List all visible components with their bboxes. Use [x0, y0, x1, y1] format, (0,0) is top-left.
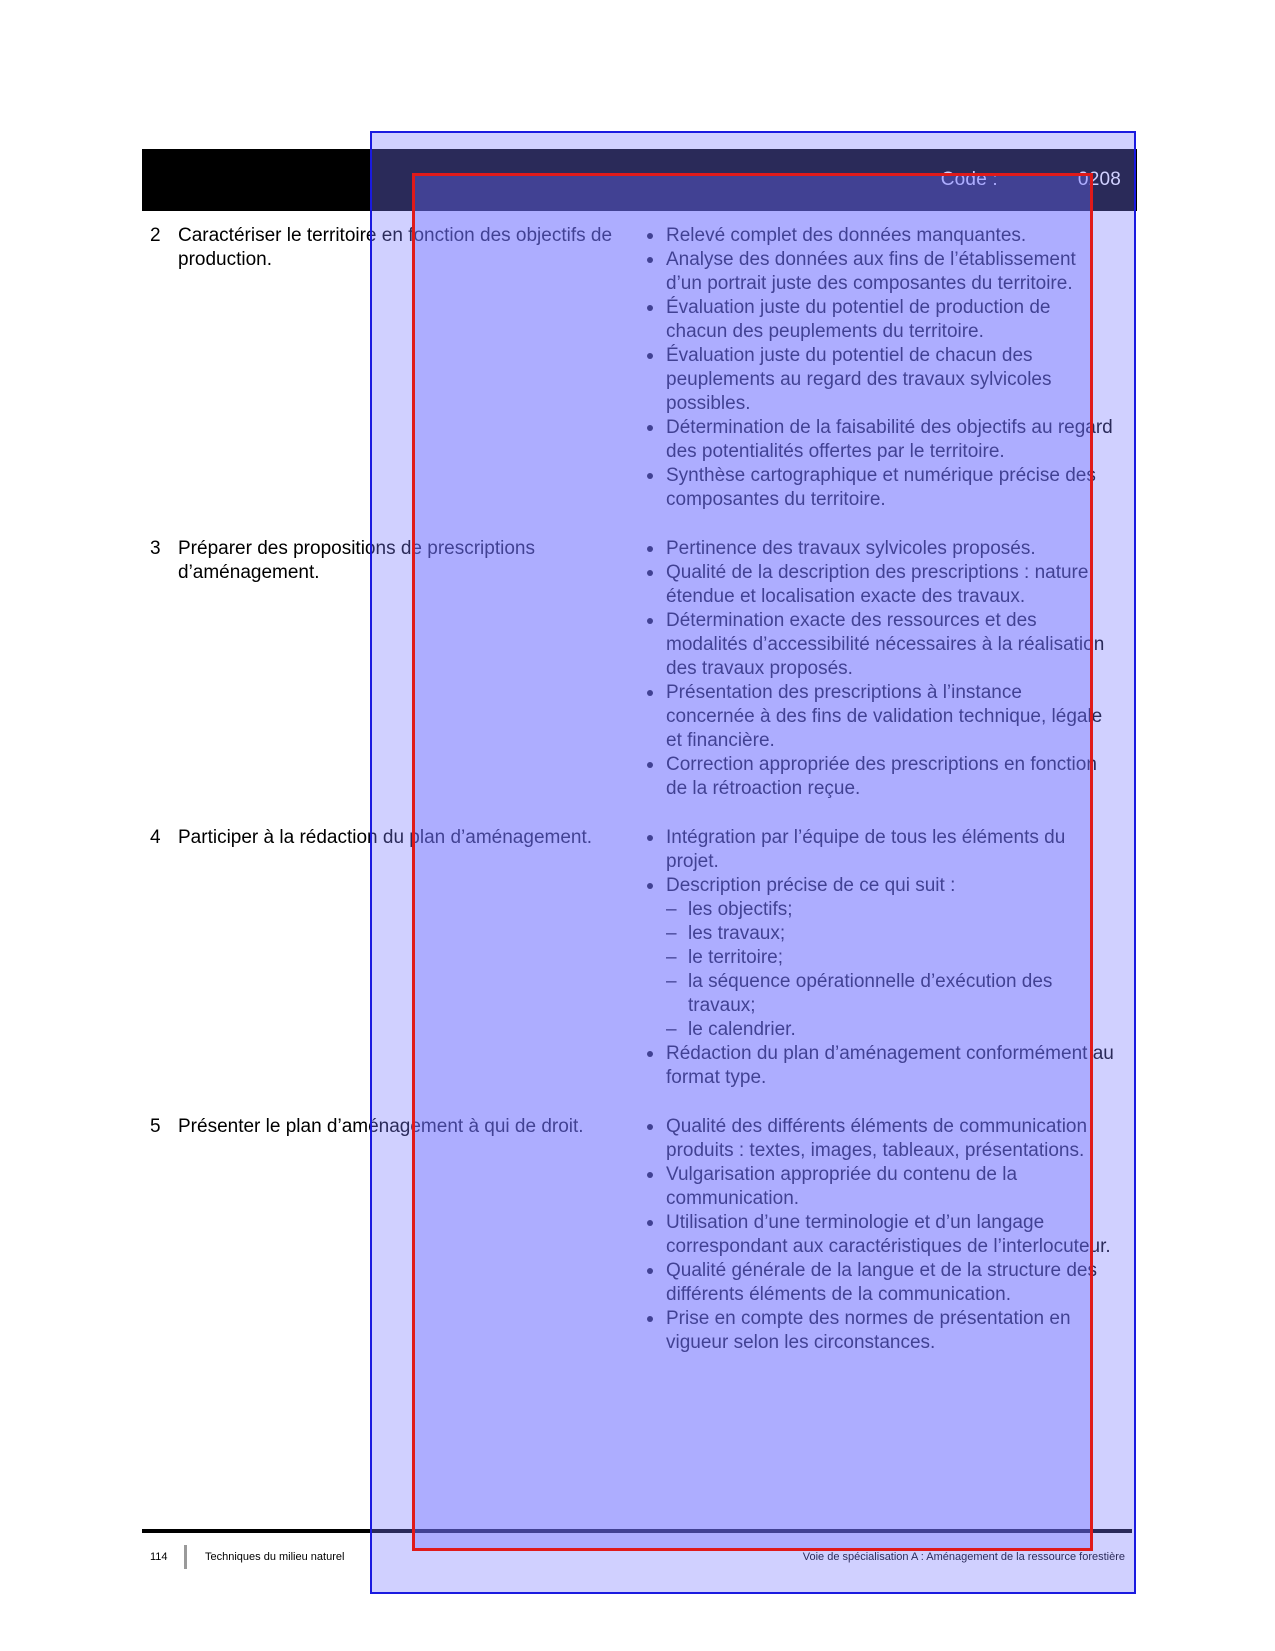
code-label: Code :: [940, 169, 998, 190]
sub-item-text: les travaux;: [688, 923, 786, 944]
table-row: [150, 1115, 1125, 1355]
criterion-text: Rédaction du plan d’aménagement conformément au format type.: [666, 1043, 1114, 1088]
criterion-text: Synthèse cartographique et numérique précise des composantes du territoire.: [666, 465, 1096, 510]
criterion-item: [644, 681, 1114, 753]
element-text: Caractériser le territoire en fonction des objectifs de production.: [178, 225, 613, 270]
element-number: 2: [150, 225, 161, 246]
criterion-item: [644, 1307, 1114, 1355]
bullet-icon: [644, 1211, 666, 1235]
criterion-text: Détermination exacte des ressources et des modalités d’accessibilité nécessaires à la réalisation des travaux proposés.: [666, 610, 1105, 679]
sub-list-item: [666, 970, 1114, 1018]
criterion-item: [644, 224, 1114, 248]
bullet-icon: [644, 874, 666, 898]
competency-table: [150, 224, 1125, 1355]
bullet-icon: [644, 753, 666, 777]
element-number: 4: [150, 827, 161, 848]
footer-rule: [142, 1529, 1132, 1533]
table-row: [150, 537, 1125, 801]
sub-item-text: le territoire;: [688, 947, 784, 968]
dash-icon: –: [666, 971, 677, 992]
element-of-competency: [150, 537, 644, 585]
element-text: Présenter le plan d’aménagement à qui de droit.: [178, 1116, 584, 1137]
criterion-text: Correction appropriée des prescriptions en fonction de la rétroaction reçue.: [666, 754, 1097, 799]
performance-criteria: [644, 224, 1114, 512]
bullet-icon: [644, 248, 666, 272]
criterion-text: Qualité de la description des prescriptions : nature, étendue et localisation exacte des travaux.: [666, 562, 1094, 607]
bullet-icon: [644, 1163, 666, 1187]
bullet-icon: [644, 344, 666, 368]
criterion-item: [644, 874, 1114, 1042]
criterion-text: Relevé complet des données manquantes.: [666, 225, 1027, 246]
element-of-competency: [150, 826, 644, 850]
dash-icon: –: [666, 1019, 677, 1040]
bullet-icon: [644, 296, 666, 320]
bullet-icon: [644, 537, 666, 561]
criterion-item: [644, 537, 1114, 561]
bullet-icon: [644, 609, 666, 633]
element-number: 5: [150, 1116, 161, 1137]
sub-list-item: [666, 922, 1114, 946]
element-text: Préparer des propositions de prescriptions d’aménagement.: [178, 538, 535, 583]
criterion-item: [644, 416, 1114, 464]
criterion-item: [644, 344, 1114, 416]
bullet-icon: [644, 1259, 666, 1283]
dash-icon: –: [666, 923, 677, 944]
criterion-text: Évaluation juste du potentiel de chacun des peuplements au regard des travaux sylvicoles possibles.: [666, 345, 1052, 414]
competency-code: [941, 169, 1121, 191]
code-value: 0208: [1077, 169, 1121, 190]
performance-criteria: [644, 537, 1114, 801]
footer-specialization: Voie de spécialisation A : Aménagement de la ressource forestière: [802, 1551, 1125, 1563]
element-of-competency: [150, 1115, 644, 1139]
bullet-icon: [644, 224, 666, 248]
sub-item-text: les objectifs;: [688, 899, 793, 920]
footer-page-number: 114: [150, 1551, 168, 1563]
criterion-text: Présentation des prescriptions à l’instance concernée à des fins de validation technique, légale et financière.: [666, 682, 1103, 751]
element-text: Participer à la rédaction du plan d’aménagement.: [178, 827, 593, 848]
sub-list-item: [666, 898, 1114, 922]
criterion-item: [644, 826, 1114, 874]
criterion-item: [644, 248, 1114, 296]
bullet-icon: [644, 681, 666, 705]
table-row: [150, 224, 1125, 512]
footer-separator: [184, 1545, 187, 1569]
criterion-item: [644, 561, 1114, 609]
dash-icon: –: [666, 899, 677, 920]
criterion-sub-list: [666, 898, 1114, 1042]
bullet-icon: [644, 464, 666, 488]
bullet-icon: [644, 1042, 666, 1066]
criterion-text: Détermination de la faisabilité des objectifs au regard des potentialités offertes par le territoire.: [666, 417, 1113, 462]
criterion-item: [644, 753, 1114, 801]
bullet-icon: [644, 1307, 666, 1331]
performance-criteria: [644, 826, 1114, 1090]
criterion-text: Description précise de ce qui suit :: [666, 875, 956, 896]
footer-program-title: Techniques du milieu naturel: [205, 1551, 345, 1563]
header-bar: [142, 149, 1137, 211]
criterion-text: Intégration par l’équipe de tous les éléments du projet.: [666, 827, 1066, 872]
element-number: 3: [150, 538, 161, 559]
criterion-text: Prise en compte des normes de présentation en vigueur selon les circonstances.: [666, 1308, 1071, 1353]
criterion-item: [644, 1163, 1114, 1211]
sub-list-item: [666, 946, 1114, 970]
bullet-icon: [644, 416, 666, 440]
criterion-text: Analyse des données aux fins de l’établissement d’un portrait juste des composantes du territoire.: [666, 249, 1076, 294]
criterion-item: [644, 1042, 1114, 1090]
criterion-item: [644, 296, 1114, 344]
criterion-item: [644, 609, 1114, 681]
bullet-icon: [644, 826, 666, 850]
element-of-competency: [150, 224, 644, 272]
criterion-text: Qualité générale de la langue et de la structure des différents éléments de la communication.: [666, 1260, 1097, 1305]
dash-icon: –: [666, 947, 677, 968]
criterion-item: [644, 1211, 1114, 1259]
criterion-item: [644, 1259, 1114, 1307]
bullet-icon: [644, 561, 666, 585]
performance-criteria: [644, 1115, 1114, 1355]
table-row: [150, 826, 1125, 1090]
sub-list-item: [666, 1018, 1114, 1042]
criterion-text: Qualité des différents éléments de communication produits : textes, images, tableaux, présentations.: [666, 1116, 1088, 1161]
page-footer: [150, 1545, 1125, 1569]
sub-item-text: le calendrier.: [688, 1019, 796, 1040]
bullet-icon: [644, 1115, 666, 1139]
criterion-item: [644, 1115, 1114, 1163]
criterion-text: Pertinence des travaux sylvicoles proposés.: [666, 538, 1036, 559]
criterion-text: Évaluation juste du potentiel de production de chacun des peuplements du territoire.: [666, 297, 1051, 342]
sub-item-text: la séquence opérationnelle d’exécution des travaux;: [688, 971, 1053, 1016]
criterion-item: [644, 464, 1114, 512]
criterion-text: Vulgarisation appropriée du contenu de la communication.: [666, 1164, 1018, 1209]
criterion-text: Utilisation d’une terminologie et d’un langage correspondant aux caractéristiques de l’interlocuteur.: [666, 1212, 1111, 1257]
